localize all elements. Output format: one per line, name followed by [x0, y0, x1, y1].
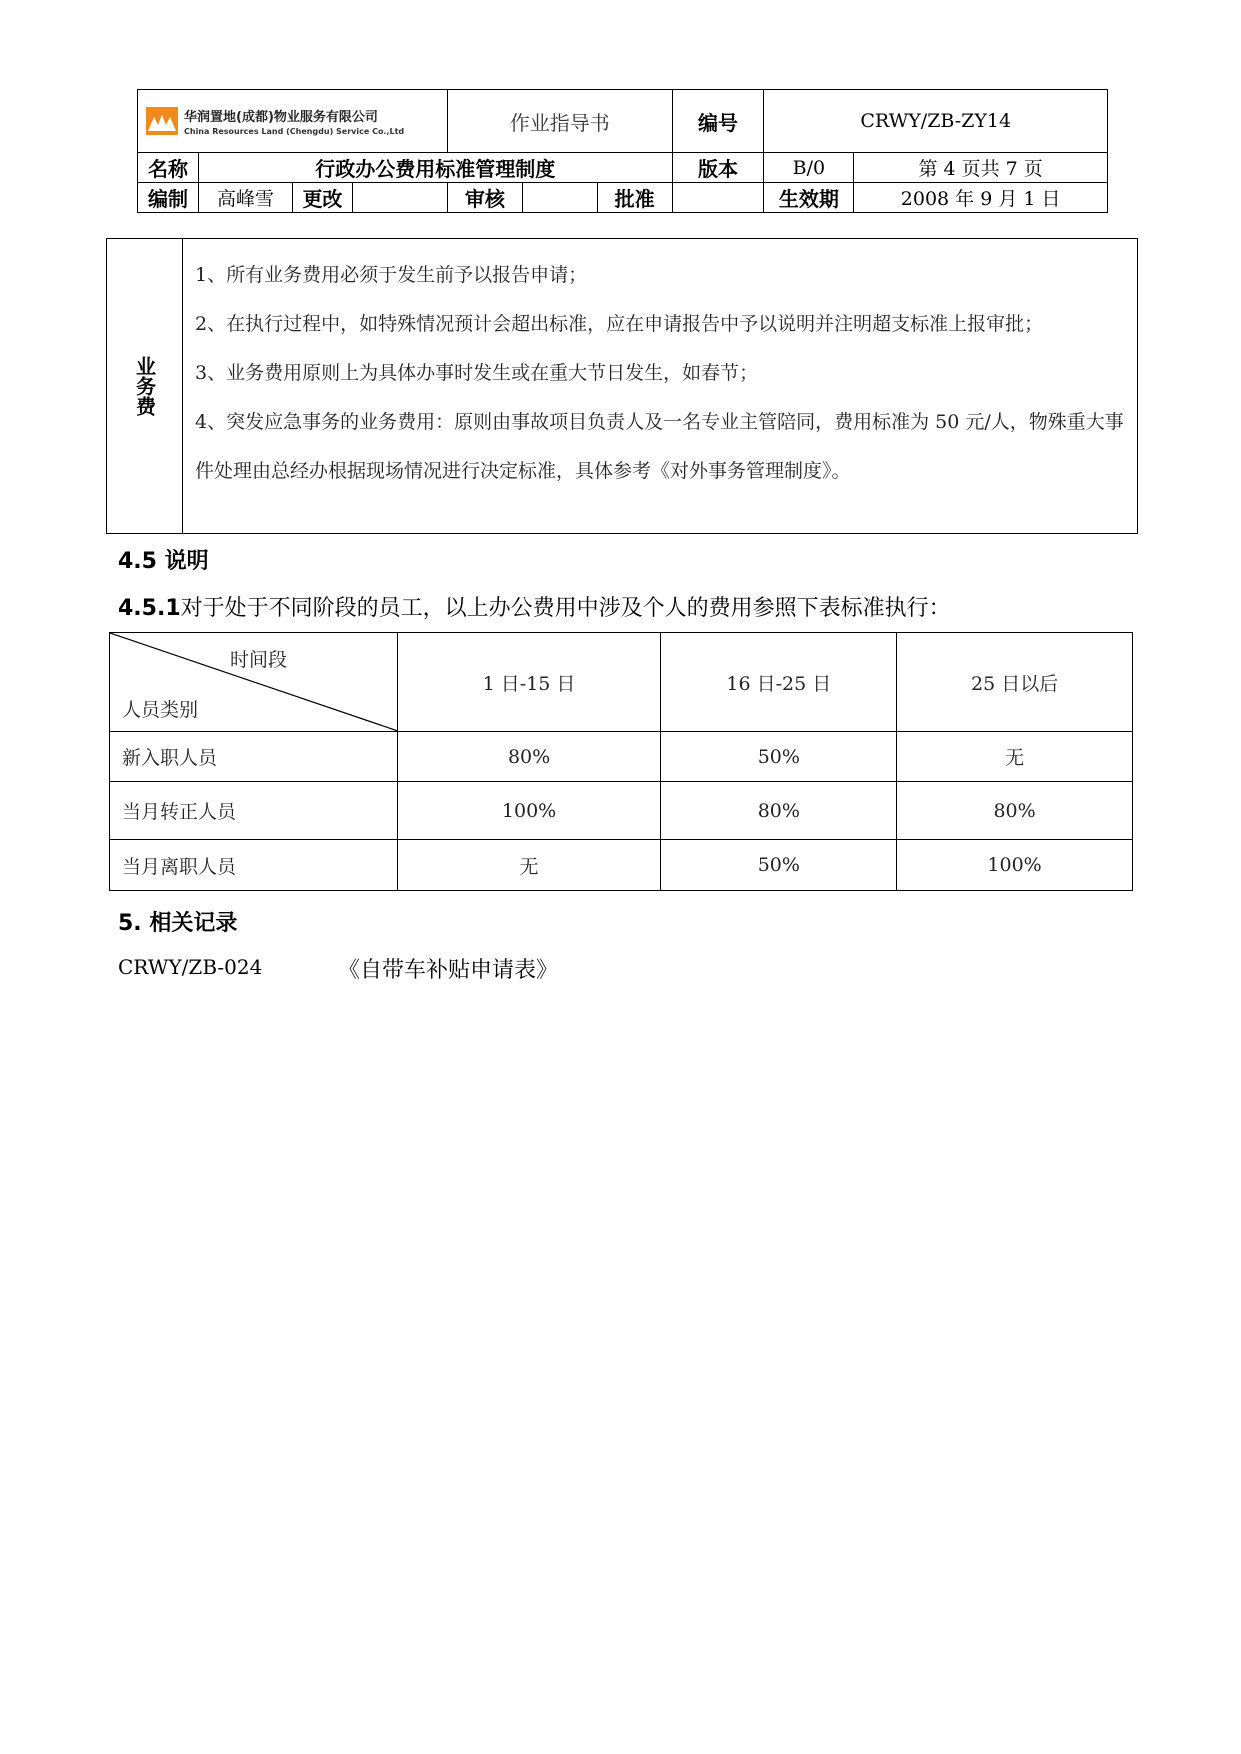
table-cell: 50% [661, 732, 897, 782]
section-5-heading: 5. 相关记录 [118, 911, 238, 936]
effective-value: 2008 年 9 月 1 日 [854, 183, 1108, 213]
code-value: CRWY/ZB-ZY14 [764, 90, 1108, 153]
column-header: 25 日以后 [897, 633, 1133, 732]
business-item: 2、在执行过程中，如特殊情况预计会超出标准，应在申请报告中予以说明并注明超支标准上报审批； [195, 313, 1044, 335]
review-value [522, 183, 597, 213]
business-items [195, 251, 1129, 496]
row-label: 当月转正人员 [110, 782, 398, 840]
row-label: 当月离职人员 [110, 840, 398, 891]
document-header-table [137, 89, 1108, 213]
table-row [110, 732, 1133, 782]
column-header: 16 日-25 日 [661, 633, 897, 732]
corner-bottom-label: 人员类别 [122, 699, 199, 721]
table-row [110, 782, 1133, 840]
business-item: 4、突发应急事务的业务费用：原则由事故项目负责人及一名专业主管陪同，费用标准为 50 元/人，物殊重大事件处理由总经办根据现场情况进行决定标准，具体参考《对外事务管理制度》。 [195, 411, 1124, 482]
business-expense-box [106, 238, 1138, 534]
company-logo-icon [146, 107, 178, 135]
business-item: 1、所有业务费用必须于发生前予以报告申请； [195, 264, 588, 286]
table-cell: 无 [397, 840, 661, 891]
table-cell: 100% [397, 782, 661, 840]
table-cell: 80% [661, 782, 897, 840]
record-code: CRWY/ZB-024 [118, 955, 263, 979]
business-label-column [107, 239, 183, 533]
section-4-5-1-paragraph [118, 591, 951, 622]
table-cell: 80% [897, 782, 1133, 840]
table-cell: 100% [897, 840, 1133, 891]
table-cell: 无 [897, 732, 1133, 782]
table-cell: 50% [661, 840, 897, 891]
doc-name: 行政办公费用标准管理制度 [198, 153, 672, 183]
version-label: 版本 [672, 153, 764, 183]
approve-value [672, 183, 764, 213]
stage-ratio-table [109, 632, 1133, 891]
business-label: 业务费 [132, 356, 157, 416]
name-label: 名称 [138, 153, 199, 183]
row-label: 新入职人员 [110, 732, 398, 782]
page-info: 第 4 页共 7 页 [854, 153, 1108, 183]
code-label: 编号 [672, 90, 764, 153]
review-label: 审核 [447, 183, 522, 213]
record-name: 《自带车补贴申请表》 [338, 958, 559, 983]
column-header: 1 日-15 日 [397, 633, 661, 732]
effective-label: 生效期 [764, 183, 854, 213]
company-name-cn: 华润置地(成都)物业服务有限公司 [184, 110, 378, 125]
company-name-en: China Resources Land (Chengdu) Service Co.,Ltd [184, 127, 405, 136]
version-value: B/0 [764, 153, 854, 183]
table-cell: 80% [397, 732, 661, 782]
change-value [352, 183, 447, 213]
paragraph-text: 对于处于不同阶段的员工，以上办公费用中涉及个人的费用参照下表标准执行： [180, 596, 951, 621]
company-logo-cell [138, 90, 448, 153]
table-row [110, 840, 1133, 891]
change-label: 更改 [292, 183, 352, 213]
editor-value: 高峰雪 [198, 183, 292, 213]
corner-top-label: 时间段 [230, 649, 288, 671]
section-4-5-heading: 4.5 说明 [118, 549, 209, 574]
corner-cell [110, 633, 398, 732]
approve-label: 批准 [597, 183, 672, 213]
paragraph-number: 4.5.1 [118, 596, 181, 621]
doc-type: 作业指导书 [447, 90, 672, 153]
editor-label: 编制 [138, 183, 199, 213]
business-item: 3、业务费用原则上为具体办事时发生或在重大节日发生，如春节； [195, 362, 759, 384]
table-header-row [110, 633, 1133, 732]
